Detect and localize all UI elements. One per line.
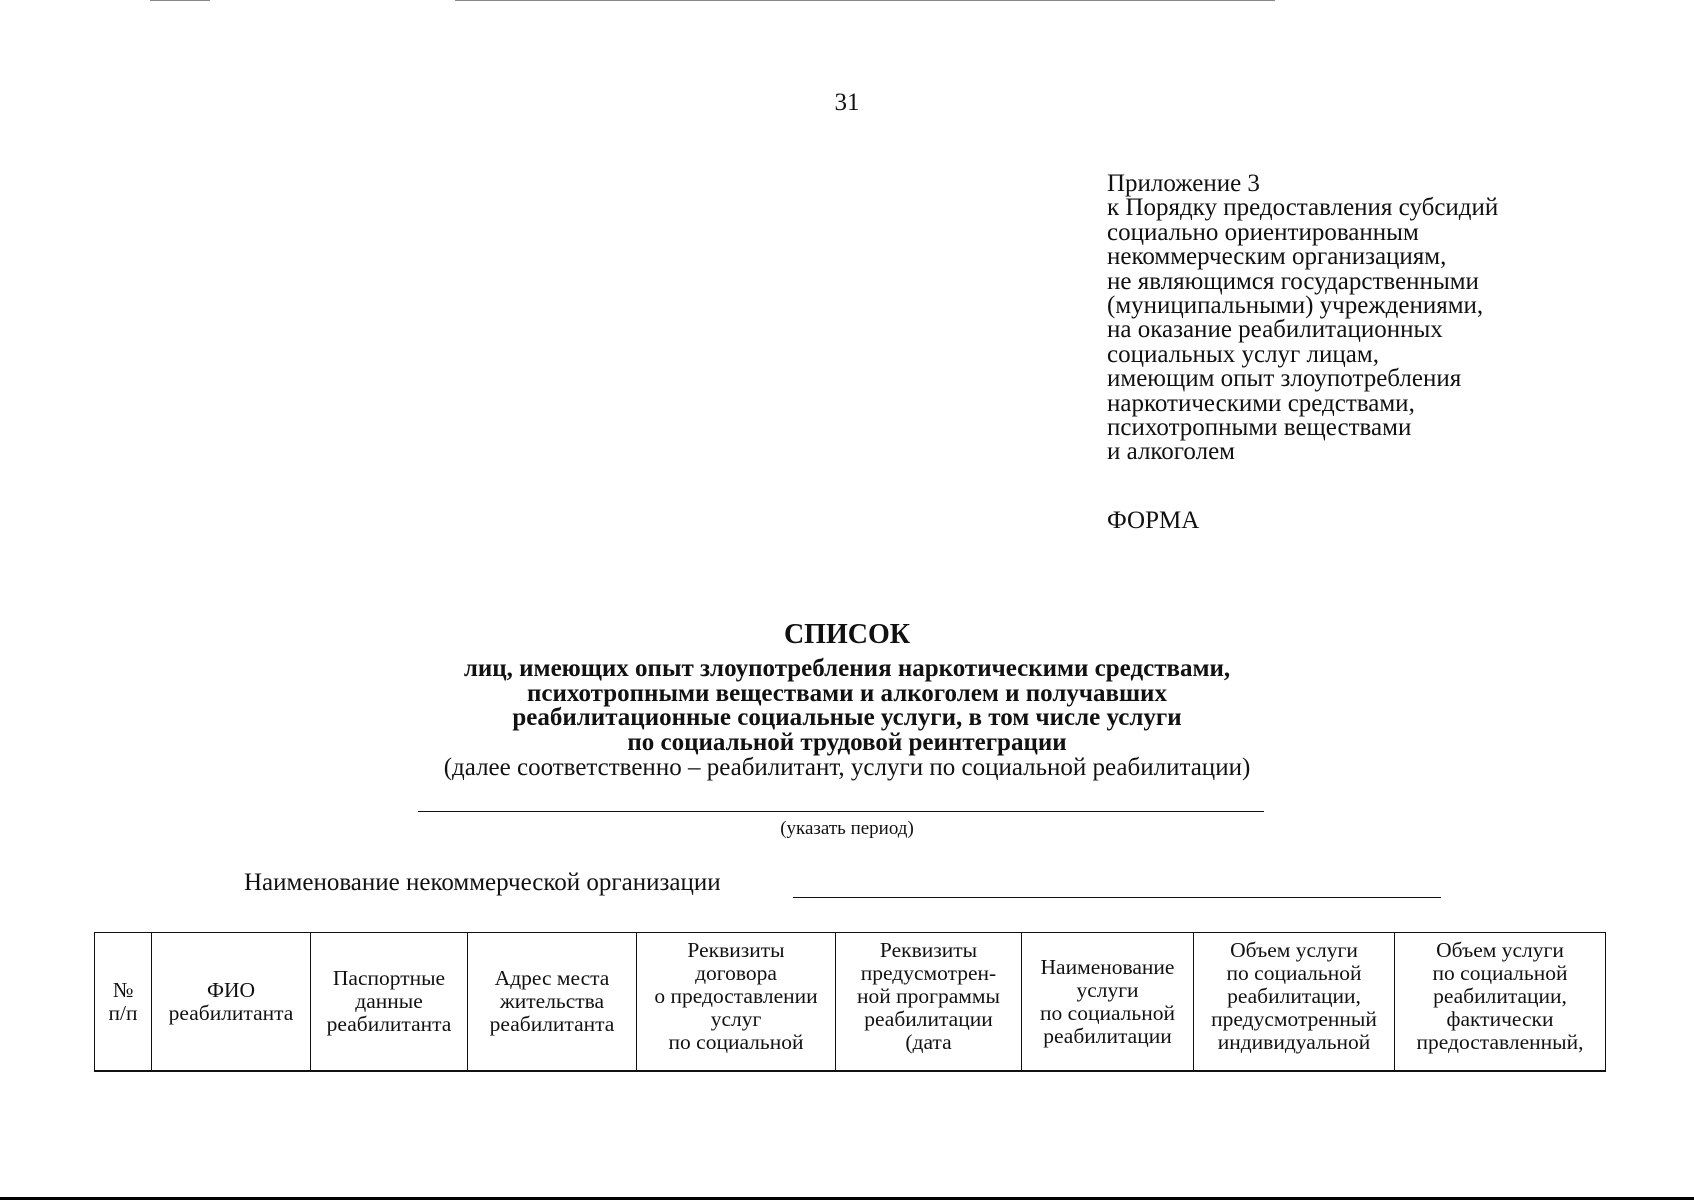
header-text: Объем услуги [1230, 938, 1358, 962]
document-subtitle [0, 657, 1694, 781]
header-cell-passport [311, 933, 468, 1072]
header-text: реабилитанта [168, 1000, 294, 1025]
appendix-line: к Порядку предоставления субсидий [1107, 194, 1499, 222]
header-text: предусмотренный [1211, 1007, 1377, 1031]
header-text: по социальной [1432, 961, 1568, 985]
header-cell-service-name [1022, 933, 1194, 1072]
header-text: реабилитации, [1433, 984, 1567, 1008]
header-text: Реквизиты [687, 938, 785, 962]
appendix-line: на оказание реабилитационных [1107, 316, 1443, 344]
header-text: услуг [710, 1007, 762, 1031]
rehabilitants-table [94, 932, 1606, 1072]
header-text: Объем услуги [1436, 938, 1564, 962]
header-text: Адрес места [494, 966, 610, 990]
header-text: о предоставлении [654, 984, 818, 1008]
form-label: ФОРМА [1107, 507, 1200, 534]
header-text: реабилитации [1043, 1023, 1172, 1048]
period-hint: (указать период) [780, 818, 914, 839]
header-cell-program [836, 933, 1022, 1072]
header-text: по социальной [668, 1030, 804, 1054]
appendix-line: и алкоголем [1107, 438, 1235, 466]
appendix-reference [1107, 172, 1567, 465]
scan-edge-line [455, 0, 1275, 1]
appendix-line: психотропными веществами [1107, 414, 1412, 442]
header-cell-fio [152, 933, 311, 1072]
subtitle-line: психотропными веществами и алкоголем и получавших [527, 679, 1167, 707]
header-cell-number [95, 933, 152, 1072]
organization-fill-line[interactable] [793, 897, 1441, 898]
header-text: данные [355, 989, 423, 1013]
header-text: Реквизиты [879, 938, 978, 962]
appendix-line: (муниципальными) учреждениями, [1107, 292, 1484, 320]
header-text: Паспортные [332, 966, 446, 990]
subtitle-line: реабилитационные социальные услуги, в том числе услуги [512, 704, 1182, 731]
subtitle-line: лиц, имеющих опыт злоупотребления наркотическими средствами, [463, 655, 1231, 682]
document-title: СПИСОК [783, 619, 911, 650]
appendix-line: не являющимся государственными [1107, 267, 1479, 295]
header-cell-planned-volume [1194, 933, 1395, 1072]
header-text: реабилитации, [1227, 984, 1361, 1008]
header-text: реабилитанта [326, 1012, 452, 1036]
header-text: по социальной [1040, 1000, 1175, 1025]
scan-edge-line [150, 0, 210, 1]
header-text: услуги [1076, 977, 1139, 1002]
header-cell-contract [637, 933, 836, 1072]
header-text: Наименование [1040, 954, 1175, 979]
period-fill-line[interactable] [418, 811, 1264, 812]
header-text: договора [695, 961, 777, 985]
header-text: реабилитанта [489, 1012, 615, 1036]
header-text: жительства [499, 989, 605, 1013]
subtitle-line: по социальной трудовой реинтеграции [627, 728, 1067, 756]
header-text: реабилитации [864, 1007, 993, 1031]
appendix-line: наркотическими средствами, [1107, 389, 1415, 417]
appendix-line: социальных услуг лицам, [1107, 340, 1379, 368]
header-text: предоставленный, [1416, 1030, 1584, 1054]
header-cell-address [468, 933, 637, 1072]
appendix-line: некоммерческим организациям, [1107, 243, 1447, 271]
header-text: п/п [108, 1000, 138, 1025]
appendix-line: имеющим опыт злоупотребления [1107, 365, 1462, 393]
page-number: 31 [834, 89, 860, 116]
header-text: индивидуальной [1217, 1030, 1371, 1054]
header-text: ной программы [857, 984, 1000, 1008]
header-text: (дата [905, 1030, 952, 1054]
organization-label: Наименование некоммерческой организации [244, 869, 721, 896]
header-text: предусмотрен- [860, 961, 997, 985]
header-text: фактически [1446, 1007, 1554, 1031]
appendix-line: Приложение 3 [1107, 170, 1260, 197]
appendix-line: социально ориентированным [1107, 218, 1419, 246]
subtitle-note: (далее соответственно – реабилитант, услуги по социальной реабилитации) [443, 754, 1251, 781]
table-header-row [95, 933, 1606, 1072]
header-text: № [112, 977, 134, 1002]
header-text: ФИО [206, 977, 256, 1002]
header-text: по социальной [1226, 961, 1362, 985]
header-cell-actual-volume [1395, 933, 1606, 1072]
